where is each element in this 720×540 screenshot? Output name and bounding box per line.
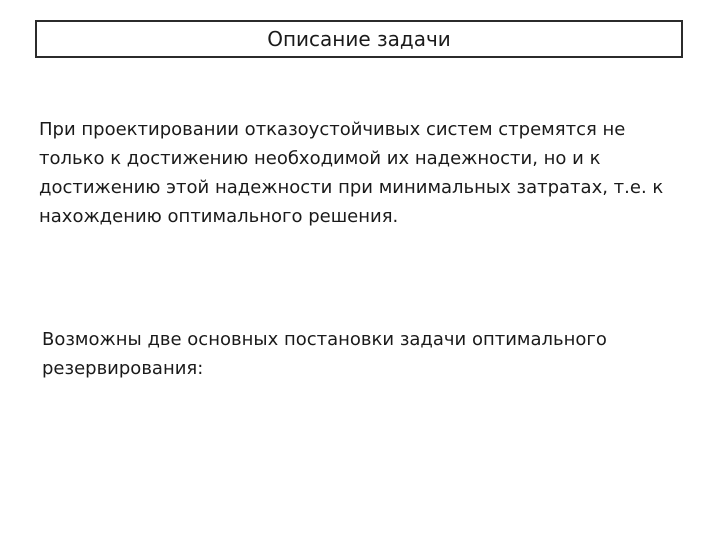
body-paragraph-1: При проектировании отказоустойчивых систем стремятся не только к достижению необходимой их надежности, но и к достижению этой надежности при минимальных затратах, т.е. к нахождению оптимального решения. [39, 119, 664, 227]
title-box [35, 20, 683, 58]
body-paragraph-2: Возможны две основных постановки задачи оптимального резервирования: [42, 329, 607, 379]
slide-title: Описание задачи [267, 27, 451, 51]
